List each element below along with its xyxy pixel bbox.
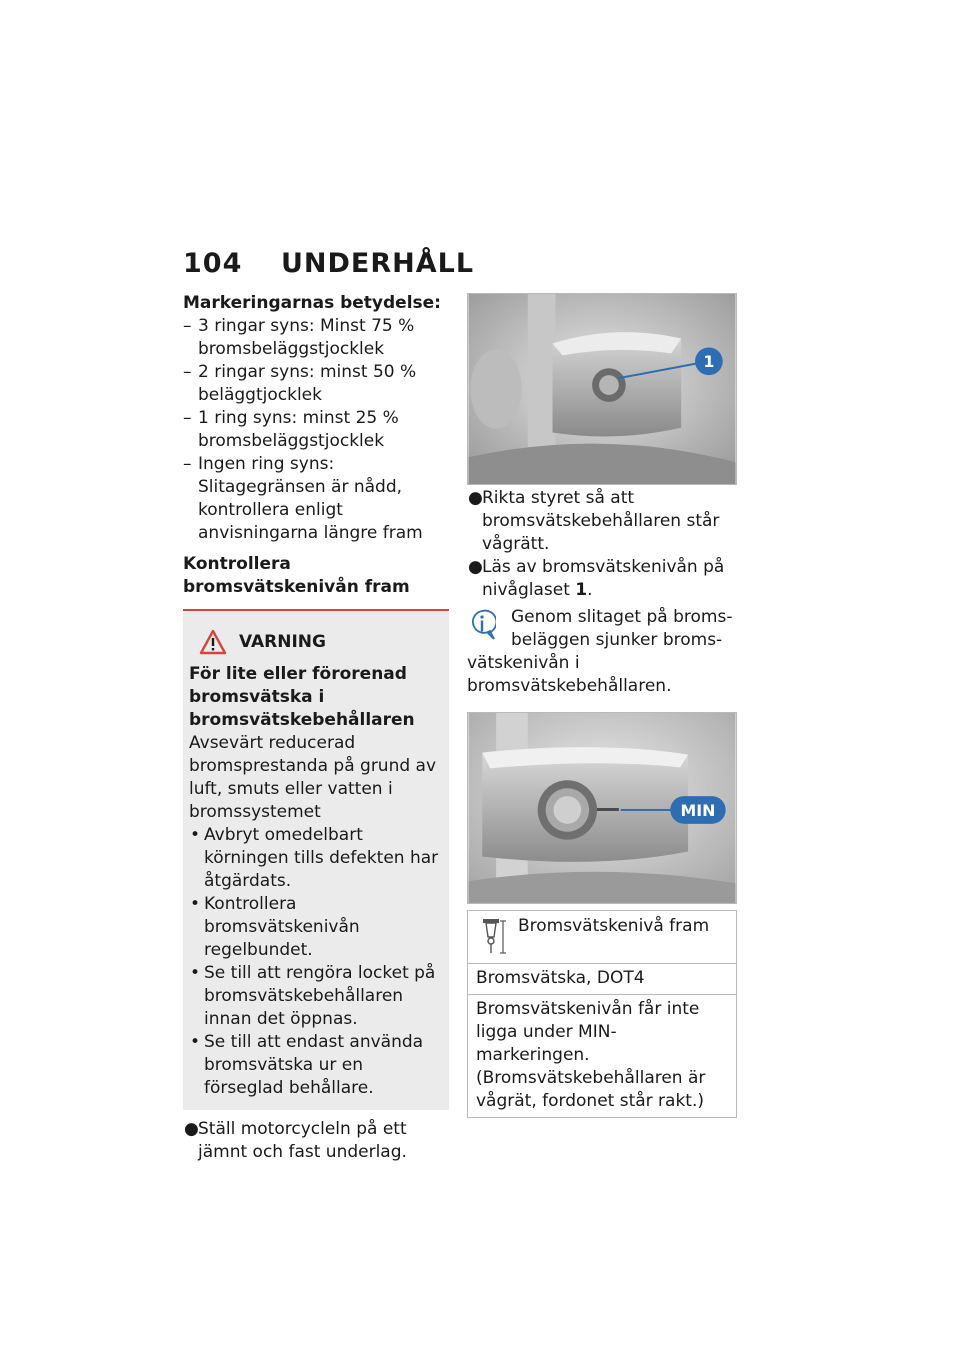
section-title: UNDERHÅLL	[281, 248, 475, 279]
reservoir-photo	[467, 293, 737, 485]
list-item: – 1 ring syns: minst 25 % bromsbeläggstjocklek	[183, 408, 399, 451]
markings-list	[183, 315, 449, 545]
spec-fluid: Bromsvätska, DOT4	[468, 963, 736, 994]
spec-table	[467, 910, 737, 1118]
info-icon	[468, 608, 496, 642]
fluid-level-icon	[482, 917, 508, 957]
markings-title: Markeringarnas betydelse:	[183, 293, 441, 313]
step-reference: 1	[575, 580, 588, 600]
info-note: Genom slitaget på broms- beläggen sjunker broms- vätskenivån i bromsvätskebehållaren.	[467, 607, 733, 696]
spec-header	[468, 911, 736, 963]
list-item: • Avbryt omedelbart körningen tills defekten har åtgärdats.	[190, 825, 439, 891]
warning-body: Avsevärt reducerad bromsprestanda på grund av luft, smuts eller vatten i bromssystemet	[189, 733, 437, 822]
min-level-photo	[467, 712, 737, 904]
list-item: – 2 ringar syns: minst 50 % beläggtjocklek	[183, 362, 417, 405]
section-heading: Kontrollera bromsvätskenivån fram	[183, 554, 410, 597]
step-item: ● Rikta styret så att bromsvätskebehållaren står vågrätt.	[468, 488, 720, 554]
spec-note: Bromsvätskenivån får inte ligga under MIN-markeringen. (Bromsvätskebehållaren är vågrät, fordonet står rakt.)	[468, 994, 736, 1117]
right-column	[467, 293, 737, 1118]
spec-heading: Bromsvätskenivå fram	[518, 916, 710, 936]
warning-triangle-icon	[199, 629, 227, 655]
left-column	[183, 292, 449, 1164]
warning-title: För lite eller förorenad bromsvätska i bromsvätskebehållaren	[189, 664, 415, 730]
step-item: ● Ställ motorcycleln på ett jämnt och fast underlag.	[184, 1119, 407, 1162]
page-header	[183, 248, 474, 279]
list-item: • Se till att endast använda bromsvätska ur en förseglad behållare.	[190, 1032, 424, 1098]
page-number: 104	[183, 248, 243, 279]
figure-callout: MIN	[680, 800, 716, 820]
warning-label: VARNING	[239, 631, 326, 652]
list-item: – 3 ringar syns: Minst 75 % bromsbeläggstjocklek	[183, 316, 415, 359]
step-item: ● Läs av bromsvätskenivån på nivåglaset 1.	[468, 557, 725, 600]
list-item: • Kontrollera bromsvätskenivån regelbundet.	[190, 894, 360, 960]
list-item: • Se till att rengöra locket på bromsvätskebehållaren innan det öppnas.	[190, 963, 436, 1029]
list-item: – Ingen ring syns: Slitagegränsen är nådd, kontrollera enligt anvisningarna längre fram	[183, 454, 423, 543]
warning-header	[199, 629, 443, 655]
warning-box	[183, 609, 449, 1110]
figure-callout: 1	[703, 352, 715, 372]
